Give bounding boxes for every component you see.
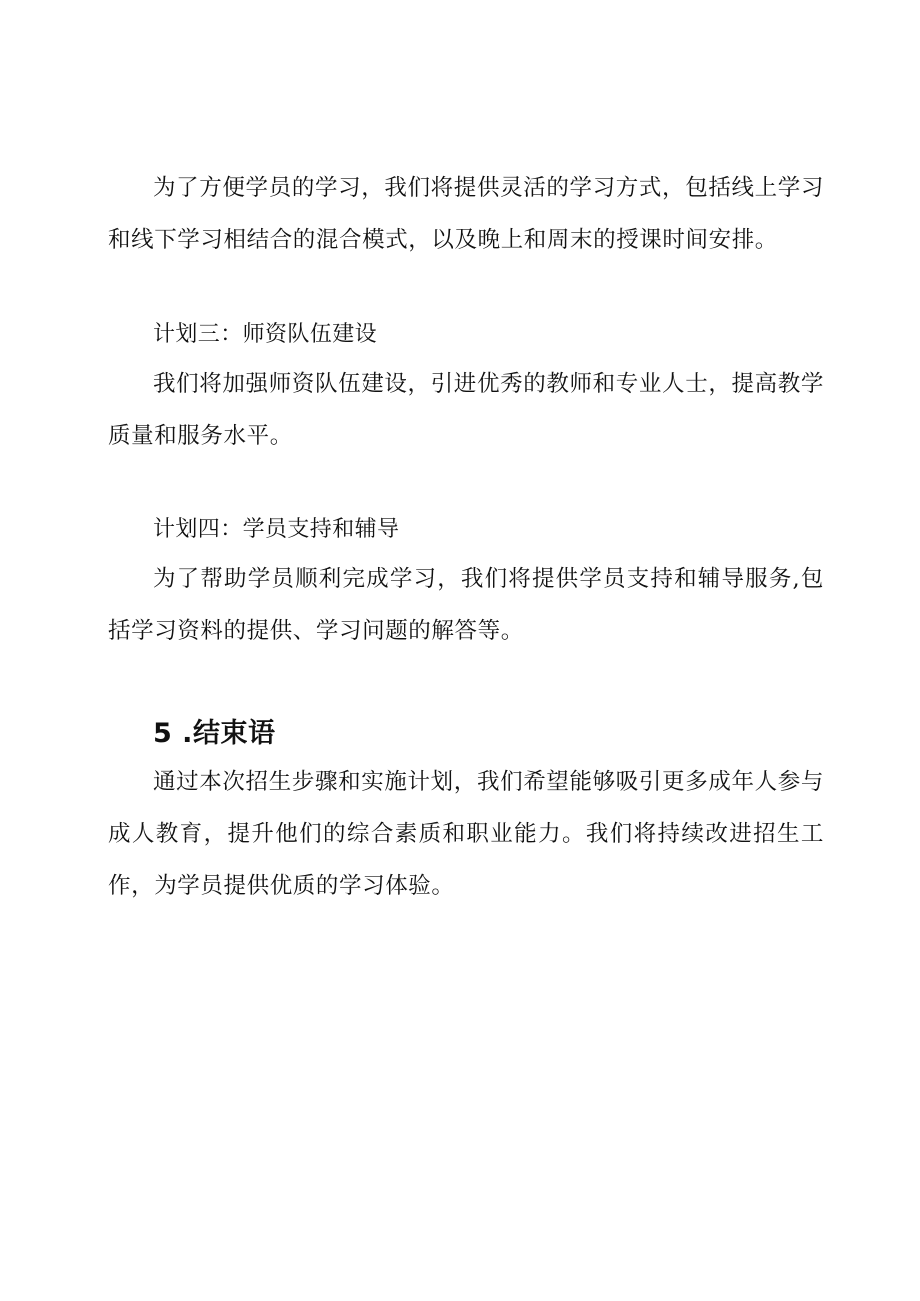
section5-body: 通过本次招生步骤和实施计划，我们希望能够吸引更多成年人参与成人教育，提升他们的综合素质和职业能力。我们将持续改进招生工作，为学员提供优质的学习体验。 xyxy=(108,769,824,899)
plan4-body: 为了帮助学员顺利完成学习，我们将提供学员支持和辅导服务,包括学习资料的提供、学习问题的解答等。 xyxy=(108,566,824,644)
plan4-heading: 计划四：学员支持和辅导 xyxy=(153,517,400,542)
section5-heading: 5 .结束语 xyxy=(153,718,276,749)
plan3-body: 我们将加强师资队伍建设，引进优秀的教师和专业人士，提高教学质量和服务水平。 xyxy=(108,371,824,449)
plan3-heading: 计划三：师资队伍建设 xyxy=(153,322,378,347)
paragraph-flexible-learning: 为了方便学员的学习，我们将提供灵活的学习方式，包括线上学习和线下学习相结合的混合模式，以及晚上和周末的授课时间安排。 xyxy=(108,175,824,253)
